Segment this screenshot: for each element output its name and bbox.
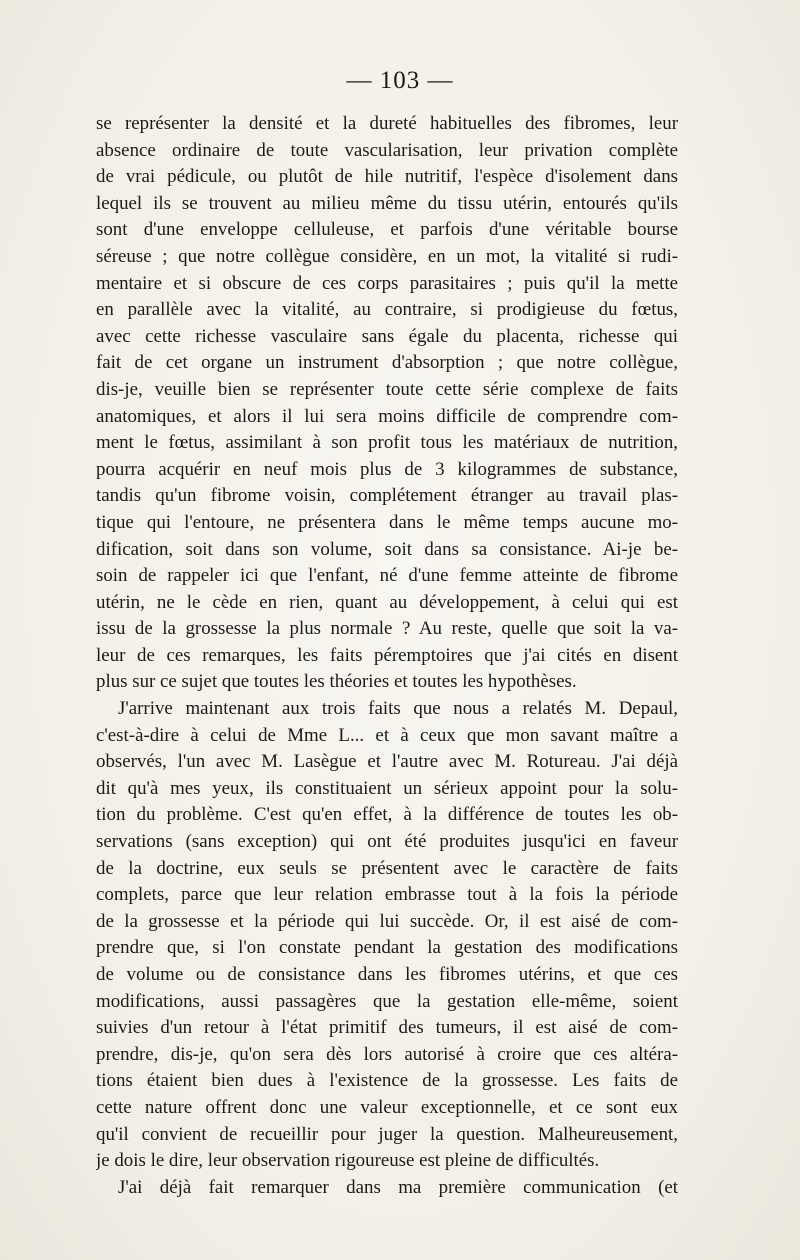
text-line: lequel ils se trouvent au milieu même du tissu utérin, entourés qu'ils — [96, 192, 678, 214]
text-line: sont d'une enveloppe celluleuse, et parfois d'une véritable bourse — [96, 219, 678, 241]
text-line: je dois le dire, leur observation rigoureuse est pleine de difficultés. — [96, 1150, 600, 1172]
text-line: de la doctrine, eux seuls se présentent avec le caractère de faits — [96, 857, 678, 879]
text-line: issu de la grossesse la plus normale ? Au reste, quelle que soit la va- — [96, 618, 678, 640]
text-line: séreuse ; que notre collègue considère, en un mot, la vitalité si rudi- — [96, 245, 678, 267]
text-line: tique qui l'entoure, ne présentera dans le même temps aucune mo- — [96, 511, 678, 533]
text-line: leur de ces remarques, les faits péremptoires que j'ai cités en disent — [96, 644, 678, 666]
text-line: complets, parce que leur relation embrasse tout à la fois la période — [96, 884, 678, 906]
text-line: utérin, ne le cède en rien, quant au développement, à celui qui est — [96, 591, 678, 613]
text-line: absence ordinaire de toute vascularisation, leur privation complète — [96, 139, 678, 161]
text-line: tion du problème. C'est qu'en effet, à la différence de toutes les ob- — [96, 804, 678, 826]
text-line: ment le fœtus, assimilant à son profit tous les matériaux de nutrition, — [96, 432, 678, 454]
text-line: cette nature offrent donc une valeur exceptionnelle, et ce sont eux — [96, 1096, 678, 1118]
text-line: tandis qu'un fibrome voisin, complétement étranger au travail plas- — [96, 485, 678, 507]
text-line: de volume ou de consistance dans les fibromes utérins, et que ces — [96, 964, 678, 985]
text-line: tions étaient bien dues à l'existence de la grossesse. Les faits de — [96, 1070, 678, 1092]
text-line: dification, soit dans son volume, soit dans sa consistance. Ai-je be- — [96, 538, 678, 560]
page-number: — 103 — — [346, 67, 454, 94]
text-line: modifications, aussi passagères que la gestation elle-même, soient — [96, 990, 678, 1012]
text-line: dit qu'à mes yeux, ils constituaient un sérieux appoint pour la solu- — [96, 777, 678, 799]
text-line: de vrai pédicule, ou plutôt de hile nutritif, l'espèce d'isolement dans — [96, 166, 678, 188]
text-line: pourra acquérir en neuf mois plus de 3 kilogrammes de substance, — [96, 458, 678, 480]
text-line: mentaire et si obscure de ces corps parasitaires ; puis qu'il la mette — [96, 272, 678, 294]
text-line: suivies d'un retour à l'état primitif des tumeurs, il est aisé de com- — [96, 1017, 678, 1039]
text-line: avec cette richesse vasculaire sans égale du placenta, richesse qui — [96, 325, 678, 347]
body-text — [96, 111, 678, 1201]
text-line: prendre, dis-je, qu'on sera dès lors autorisé à croire que ces altéra- — [96, 1043, 678, 1065]
text-line: plus sur ce sujet que toutes les théories et toutes les hypothèses. — [96, 671, 577, 693]
text-line: prendre que, si l'on constate pendant la gestation des modifications — [96, 937, 678, 959]
text-line: dis-je, veuille bien se représenter toute cette série complexe de faits — [96, 378, 678, 400]
text-line: observés, l'un avec M. Lasègue et l'autre avec M. Rotureau. J'ai déjà — [96, 751, 678, 773]
text-line: c'est-à-dire à celui de Mme L... et à ceux que mon savant maître a — [96, 724, 678, 746]
text-line: en parallèle avec la vitalité, au contraire, si prodigieuse du fœtus, — [96, 299, 678, 321]
text-line: de la grossesse et la période qui lui succède. Or, il est aisé de com- — [96, 910, 678, 932]
text-line: anatomiques, et alors il lui sera moins difficile de comprendre com- — [96, 405, 678, 427]
text-line: se représenter la densité et la dureté habituelles des fibromes, leur — [96, 113, 678, 134]
text-line: qu'il convient de recueillir pour juger la question. Malheureusement, — [96, 1123, 678, 1145]
text-line: fait de cet organe un instrument d'absorption ; que notre collègue, — [96, 352, 678, 374]
text-line: servations (sans exception) qui ont été produites jusqu'ici en faveur — [96, 831, 678, 853]
text-line: soin de rappeler ici que l'enfant, né d'une femme atteinte de fibrome — [96, 565, 678, 587]
text-line: J'ai déjà fait remarquer dans ma première communication (et — [118, 1176, 678, 1198]
text-line: J'arrive maintenant aux trois faits que nous a relatés M. Depaul, — [118, 698, 678, 720]
